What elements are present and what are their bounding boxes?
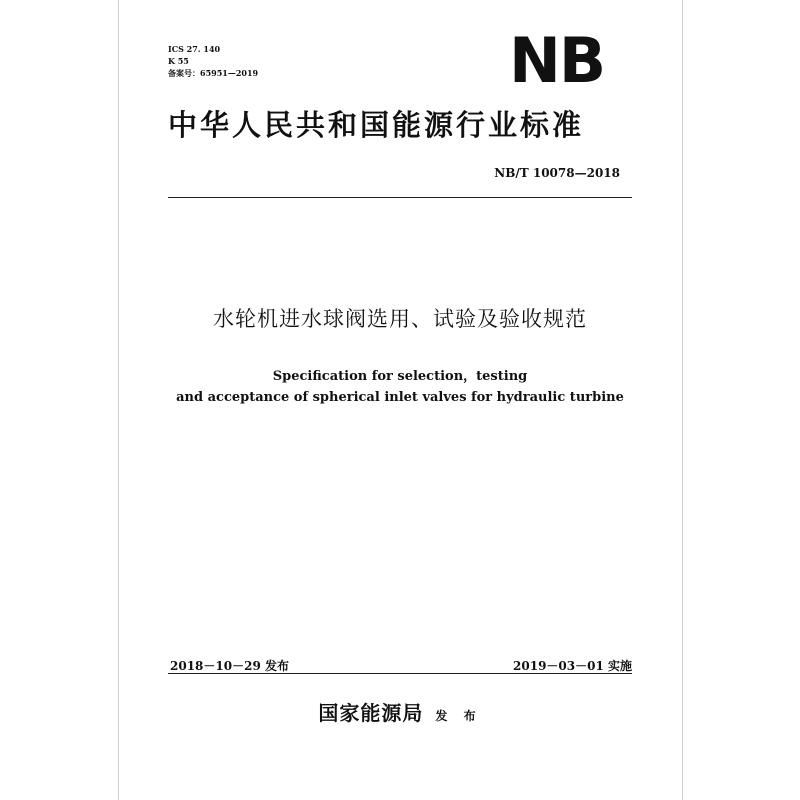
english-title-line-1: Specification for selection，testing [272,369,528,384]
bottom-divider [168,673,632,674]
k-code: K 55 [168,56,189,66]
standard-category-title: 中华人民共和国能源行业标准 [168,108,585,142]
publisher-name: 国家能源局 [318,701,424,725]
nb-logo: NB [509,24,605,97]
issue-date: 2018－10－29 发布 [170,659,289,673]
english-title-line-2: and acceptance of spherical inlet valves for hydraulic turbine [176,390,624,405]
ics-code: ICS 27. 140 [168,44,221,54]
effective-date: 2019－03－01 实施 [513,659,632,673]
classification-block [168,43,258,79]
publisher-suffix: 发 布 [435,709,482,723]
publisher-block [0,697,800,726]
chinese-title: 水轮机进水球阀选用、试验及验收规范 [213,307,587,331]
standard-number: NB/T 10078—2018 [494,166,620,180]
english-title [0,366,800,408]
record-number: 备案号：65951—2019 [168,68,259,78]
top-divider [168,197,632,198]
